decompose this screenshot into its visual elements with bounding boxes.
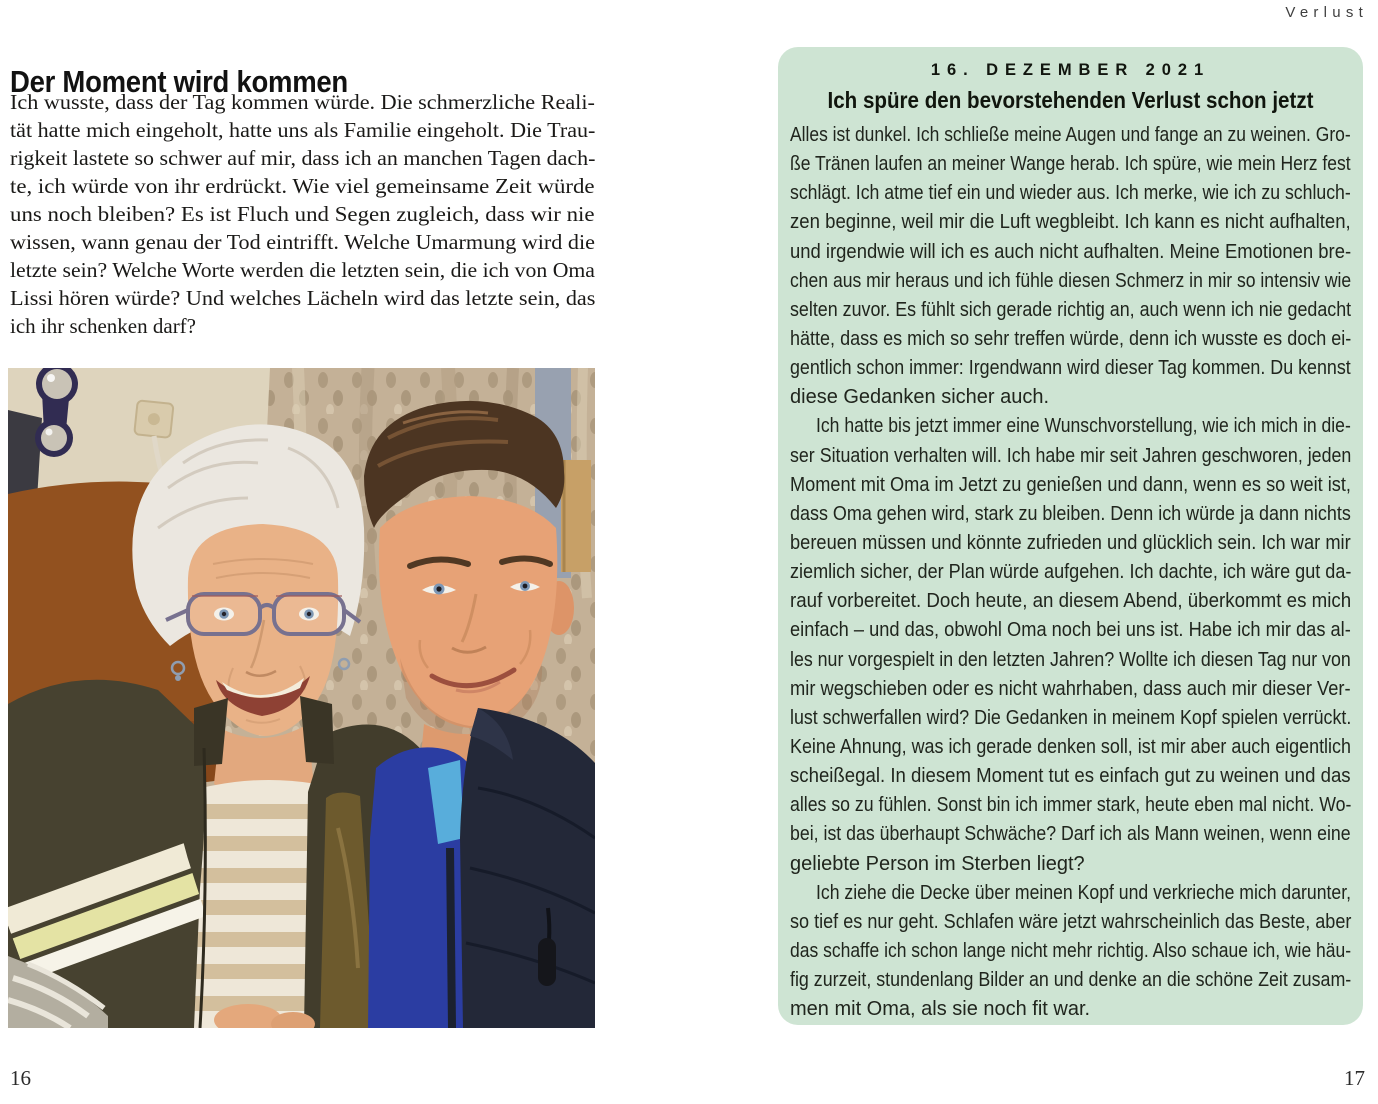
- text-line-row: [790, 675, 1351, 704]
- text-line-row: [10, 228, 595, 256]
- text-line: Ich ziehe die Decke über meinen Kopf und verkrieche mich darunter,: [816, 881, 1352, 904]
- text-line: rigkeit lastete so schwer auf mir, dass ich an manchen Tagen dach-: [10, 146, 596, 170]
- text-line: Moment mit Oma im Jetzt zu genießen und dann, wenn es so weit ist,: [790, 473, 1351, 496]
- text-line-row: [10, 312, 595, 340]
- diary-entry-box: [778, 47, 1363, 1025]
- text-line: men mit Oma, als sie noch fit war.: [790, 998, 1091, 1021]
- text-line: Ich hatte bis jetzt immer eine Wunschvorstellung, wie ich mich in die-: [816, 415, 1351, 438]
- text-line: fig zurzeit, stundenlang Bilder an und denke an die schöne Zeit zusam-: [790, 969, 1352, 992]
- text-line-row: [790, 937, 1351, 966]
- text-line-row: [10, 200, 595, 228]
- text-line: bereuen müssen und könnte zufrieden und glücklich sein. Ich war mir: [790, 531, 1351, 554]
- text-line-row: [790, 121, 1351, 150]
- text-line-row: [790, 500, 1351, 529]
- left-page-body-text: [10, 88, 595, 340]
- page-number-right: 17: [1344, 1066, 1365, 1090]
- text-line-row: [790, 908, 1351, 937]
- text-line-row: [790, 325, 1351, 354]
- text-line-row: [790, 733, 1351, 762]
- text-line: lust schwerfallen wird? Die Gedanken in meinem Kopf spielen verrückt.: [790, 706, 1352, 729]
- text-line: Keine Ahnung, was ich gerade denken soll, ist mir aber auch eigentlich: [790, 735, 1351, 758]
- page-number-left: 16: [10, 1066, 31, 1090]
- diary-date: 16. DEZEMBER 2021: [930, 61, 1211, 79]
- diary-title: [790, 87, 1351, 114]
- text-line-row: [790, 995, 1351, 1024]
- text-line-row: [790, 296, 1351, 325]
- photo-grandmother-and-grandson: [8, 368, 595, 1028]
- jacket-toggle: [538, 938, 556, 986]
- text-line: schlägt. Ich atme tief ein und wieder aus. Ich merke, wie ich zu schluch-: [790, 182, 1351, 205]
- text-line-row: [790, 208, 1351, 237]
- text-line: chen aus mir heraus und ich fühle diesen Schmerz in mir so intensiv wie: [790, 269, 1352, 292]
- text-line-row: [790, 471, 1351, 500]
- text-line: scheißegal. In diesem Moment tut es einfach gut zu weinen und das: [790, 765, 1351, 788]
- text-line-row: [790, 587, 1351, 616]
- text-line: ziemlich sicher, der Plan würde aufgehen. Ich dachte, ich wäre gut da-: [790, 561, 1352, 584]
- text-line: letzte sein? Welche Worte werden die letzten sein, die ich von Oma: [10, 258, 595, 282]
- text-line-row: [790, 558, 1351, 587]
- text-line-row: [790, 238, 1351, 267]
- text-line: Ich wusste, dass der Tag kommen würde. Die schmerzliche Reali-: [10, 90, 595, 114]
- text-line-row: [10, 172, 595, 200]
- text-line: rauf vorbereitet. Doch heute, an diesem Abend, überkommt es mich: [790, 590, 1352, 613]
- text-line-row: [790, 354, 1351, 383]
- text-line: gentlich schon immer: Irgendwann wird dieser Tag kommen. Du kennst: [790, 357, 1351, 380]
- text-line-row: [790, 879, 1351, 908]
- text-line: uns noch bleiben? Es ist Fluch und Segen zugleich, dass wir nie: [10, 202, 595, 226]
- text-line-row: [790, 267, 1351, 296]
- text-line-row: [790, 850, 1351, 879]
- light-switch: [134, 400, 173, 438]
- text-line-row: [10, 284, 595, 312]
- text-line: wissen, wann genau der Tod eintrifft. Welche Umarmung wird die: [10, 230, 595, 254]
- text-line: ser Situation verhalten will. Ich habe mir seit Jahren geschworen, jeden: [790, 444, 1352, 467]
- text-line-row: [790, 442, 1351, 471]
- text-line-row: [790, 529, 1351, 558]
- text-line-row: [10, 88, 595, 116]
- text-line-row: [790, 791, 1351, 820]
- left-page-heading-text: Der Moment wird kommen: [10, 63, 348, 99]
- text-line: mir wegschieben oder es nicht wahrhaben, dass auch mir dieser Ver-: [790, 677, 1351, 700]
- text-line: selten zuvor. Es fühlt sich gerade richtig an, auch wenn ich nie gedacht: [790, 298, 1352, 321]
- text-line: ich ihr schenken darf?: [10, 314, 196, 338]
- text-line-row: [790, 150, 1351, 179]
- diary-body-text: [790, 121, 1351, 1024]
- text-line: einfach – und das, obwohl Oma noch bei uns ist. Habe ich mir das al-: [790, 619, 1351, 642]
- text-line: zen beginne, weil mir die Luft wegbleibt. Ich kann es nicht aufhalten,: [790, 211, 1351, 234]
- text-line: hätte, dass es mich so sehr treffen würde, denn ich wusste es doch ei-: [790, 327, 1352, 350]
- text-line-row: [10, 116, 595, 144]
- diary-title-text: Ich spüre den bevorstehenden Verlust schon jetzt: [827, 87, 1314, 113]
- text-line: tät hatte mich eingeholt, hatte uns als Familie eingeholt. Die Trau-: [10, 118, 596, 142]
- text-line: bei, ist das überhaupt Schwäche? Darf ich als Mann weinen, wenn eine: [790, 823, 1351, 846]
- text-line: Alles ist dunkel. Ich schließe meine Augen und fange an zu weinen. Gro-: [790, 124, 1351, 146]
- text-line-row: [790, 704, 1351, 733]
- text-line: und irgendwie will ich es auch nicht aufhalten. Meine Emotionen bre-: [790, 240, 1352, 263]
- text-line-row: [790, 762, 1351, 791]
- text-line-row: [790, 820, 1351, 849]
- text-line: alles so zu fühlen. Sonst bin ich immer stark, heute eben mal nicht. Wo-: [790, 794, 1352, 817]
- text-line-row: [10, 256, 595, 284]
- text-line: diese Gedanken sicher auch.: [790, 386, 1050, 409]
- text-line: les nur vorgespielt in den letzten Jahren? Wollte ich diesen Tag nur von: [790, 648, 1351, 671]
- text-line-row: [10, 144, 595, 172]
- text-line: geliebte Person im Sterben liegt?: [790, 852, 1085, 875]
- text-line: ße Tränen laufen an meiner Wange herab. Ich spüre, wie mein Herz fest: [790, 153, 1351, 176]
- text-line: Lissi hören würde? Und welches Lächeln wird das letzte sein, das: [10, 286, 596, 310]
- text-line: das schaffe ich schon lange nicht mehr richtig. Also schaue ich, wie häu-: [790, 939, 1352, 962]
- text-line-row: [790, 646, 1351, 675]
- text-line: te, ich würde von ihr erdrückt. Wie viel gemeinsame Zeit würde: [10, 174, 595, 198]
- text-line-row: [790, 966, 1351, 995]
- text-line-row: [790, 616, 1351, 645]
- text-line: dass Oma gehen wird, stark zu bleiben. Denn ich würde ja dann nichts: [790, 502, 1351, 525]
- text-line-row: [790, 179, 1351, 208]
- text-line-row: [790, 383, 1351, 412]
- text-line-row: [790, 412, 1351, 441]
- text-line: so tief es nur geht. Schlafen wäre jetzt wahrscheinlich das Beste, aber: [790, 910, 1352, 933]
- running-header: Verlust: [1285, 4, 1368, 21]
